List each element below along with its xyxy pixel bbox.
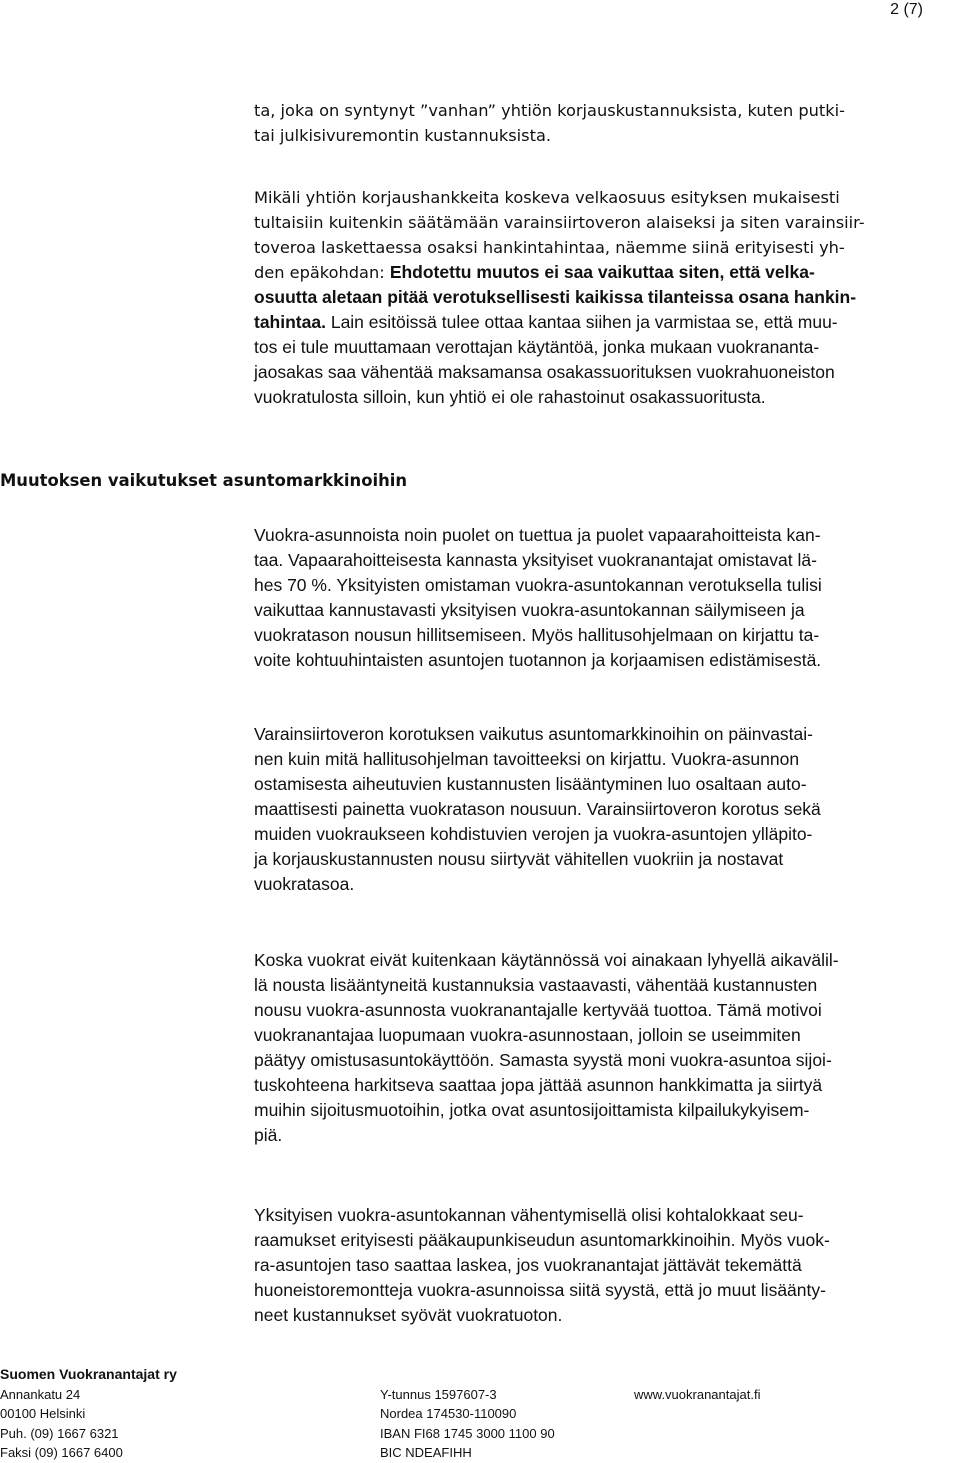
footer-line: 00100 Helsinki	[0, 1406, 86, 1421]
text-line: maattisesti painetta vuokratason nousuun. Varainsiirtoveron korotus sekä	[254, 799, 821, 819]
organization-name: Suomen Vuokranantajat ry	[0, 1366, 177, 1382]
paragraph-rental-stock	[254, 523, 944, 673]
footer-line: Puh. (09) 1667 6321	[0, 1425, 119, 1441]
footer-line: BIC NDEAFIHH	[380, 1445, 472, 1460]
text-line: raamukset erityisesti pääkaupunkiseudun asuntomarkkinoihin. Myös vuok-	[254, 1230, 830, 1250]
text-line: nousu vuokra-asunnosta vuokranantajalle kertyvää tuottoa. Tämä motivoi	[254, 1000, 822, 1020]
paragraph-rent-costs	[254, 948, 944, 1148]
footer-address	[0, 1365, 177, 1463]
footer-bank-details	[380, 1385, 555, 1463]
paragraph-transfer-tax-effect	[254, 722, 944, 897]
text-line: vuokratason nousun hillitsemiseen. Myös hallitusohjelmaan on kirjattu ta-	[254, 625, 820, 645]
text-line: nen kuin mitä hallitusohjelman tavoitteeksi on kirjattu. Vuokra-asunnon	[254, 749, 800, 769]
text-line: muihin sijoitusmuotoihin, jotka ovat asuntosijoittamista kilpailukykyisem-	[254, 1100, 810, 1120]
footer-line: Annankatu 24	[0, 1386, 81, 1402]
text-line: jaosakas saa vähentää maksamansa osakassuorituksen vuokrahuoneiston	[254, 362, 835, 382]
text-line: Vuokra-asunnoista noin puolet on tuettua ja puolet vapaarahoitteista kan-	[254, 525, 821, 545]
text-line: ja korjauskustannusten nousu siirtyvät vähitellen vuokriin ja nostavat	[254, 849, 784, 869]
footer-website[interactable]: www.vuokranantajat.fi	[634, 1386, 761, 1402]
text-fragment: den epäkohdan:	[254, 263, 390, 282]
text-line: ta, joka on syntynyt ”vanhan” yhtiön korjauskustannuksista, kuten putki-	[254, 101, 845, 120]
section-heading: Muutoksen vaikutukset asuntomarkkinoihin	[0, 471, 408, 490]
text-line: vuokranantajaa luopumaan vuokra-asunnostaan, jolloin se useimmiten	[254, 1025, 801, 1045]
text-line: tai julkisivuremontin kustannuksista.	[254, 126, 552, 145]
text-line: voite kohtuuhintaisten asuntojen tuotannon ja korjaamisen edistämisestä.	[254, 650, 822, 670]
footer-line: IBAN FI68 1745 3000 1100 90	[380, 1425, 555, 1441]
paragraph-intro-continuation	[254, 98, 944, 148]
paragraph-consequences	[254, 1203, 944, 1328]
paragraph-debt-share	[254, 185, 944, 410]
emphasis-text: osuutta aletaan pitää verotuksellisesti kaikissa tilanteissa osana hankin-	[254, 287, 857, 307]
footer-line: Nordea 174530-110090	[380, 1406, 517, 1421]
text-line: piä.	[254, 1125, 283, 1145]
emphasis-text: tahintaa.	[254, 312, 326, 332]
text-line: tultaisiin kuitenkin säätämään varainsiirtoveron alaiseksi ja siten varainsiir-	[254, 213, 865, 232]
text-line: huoneistoremontteja vuokra-asunnoissa siitä syystä, että jo muut lisäänty-	[254, 1280, 826, 1300]
text-line: neet kustannukset syövät vuokratuoton.	[254, 1305, 563, 1325]
text-line: hes 70 %. Yksityisten omistaman vuokra-asuntokannan verotuksella tulisi	[254, 575, 822, 595]
page-number: 2 (7)	[890, 1, 923, 18]
text-fragment: Lain esitöissä tulee ottaa kantaa siihen ja varmistaa se, että muu-	[325, 312, 838, 332]
text-line: vaikuttaa kannustavasti yksityisen vuokra-asuntokannan säilymiseen ja	[254, 600, 805, 620]
text-line: tuskohteena harkitseva saattaa jopa jättää asunnon hankkimatta ja siirtyä	[254, 1075, 823, 1095]
text-line: lä nousta lisääntyneitä kustannuksia vastaavasti, vähentää kustannusten	[254, 975, 818, 995]
text-line: ra-asuntojen taso saattaa laskea, jos vuokranantajat jättävät tekemättä	[254, 1255, 802, 1275]
text-line: ostamisesta aiheutuvien kustannusten lisääntyminen luo osaltaan auto-	[254, 774, 807, 794]
text-line: tos ei tule muuttamaan verottajan käytäntöä, jonka mukaan vuokrananta-	[254, 337, 820, 357]
text-line: vuokratasoa.	[254, 874, 355, 894]
text-line: Mikäli yhtiön korjaushankkeita koskeva velkaosuus esityksen mukaisesti	[254, 188, 840, 207]
emphasis-text: Ehdotettu muutos ei saa vaikuttaa siten, että velka-	[389, 262, 815, 282]
footer-line: Y-tunnus 1597607-3	[380, 1386, 497, 1402]
footer-line: Faksi (09) 1667 6400	[0, 1445, 123, 1460]
text-line: muiden vuokraukseen kohdistuvien verojen ja vuokra-asuntojen ylläpito-	[254, 824, 813, 844]
text-line: taa. Vapaarahoitteisesta kannasta yksityiset vuokranantajat omistavat lä-	[254, 550, 817, 570]
text-line: päätyy omistusasuntokäyttöön. Samasta syystä moni vuokra-asuntoa sijoi-	[254, 1050, 832, 1070]
text-line: Varainsiirtoveron korotuksen vaikutus asuntomarkkinoihin on päinvastai-	[254, 724, 813, 744]
text-line: toveroa laskettaessa osaksi hankintahintaa, näemme siinä erityisesti yh-	[254, 238, 845, 257]
text-line: Koska vuokrat eivät kuitenkaan käytännössä voi ainakaan lyhyellä aikavälil-	[254, 950, 839, 970]
text-line: vuokratulosta silloin, kun yhtiö ei ole rahastoinut osakassuoritusta.	[254, 387, 766, 407]
text-line: Yksityisen vuokra-asuntokannan vähentymisellä olisi kohtalokkaat seu-	[254, 1205, 804, 1225]
